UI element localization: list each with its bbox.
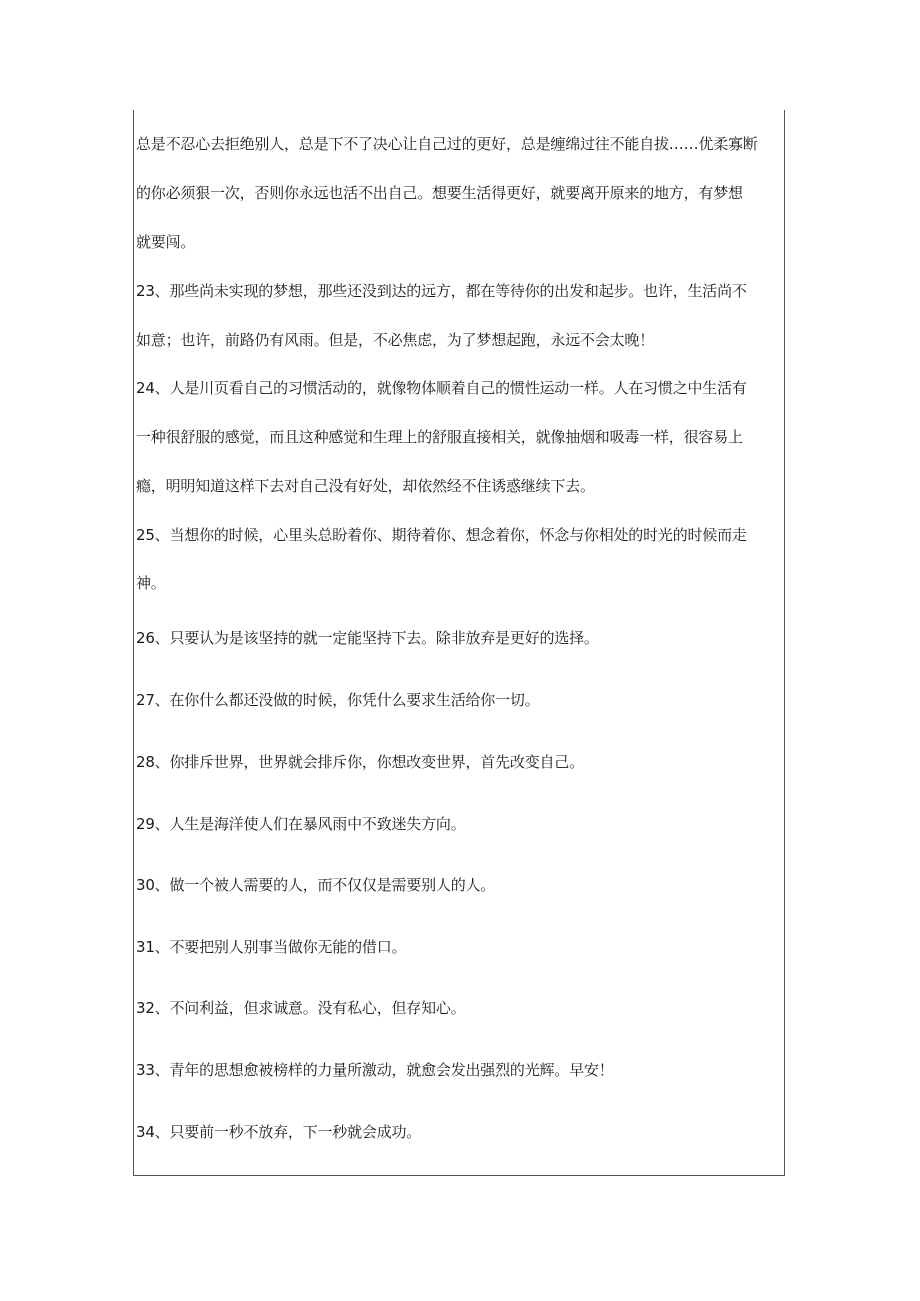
text-line: 神。 xyxy=(136,574,166,592)
text-line: 的你必须狠一次，否则你永远也活不出自己。想要生活得更好，就要离开原来的地方，有梦想 xyxy=(136,184,743,202)
text-line: 25、当想你的时候，心里头总盼着你、期待着你、想念着你，怀念与你相处的时光的时候而走 xyxy=(136,526,747,544)
text-line: 27、在你什么都还没做的时候，你凭什么要求生活给你一切。 xyxy=(136,691,540,709)
text-line: 34、只要前一秒不放弃，下一秒就会成功。 xyxy=(136,1123,422,1141)
text-line: 32、不问利益，但求诚意。没有私心，但存知心。 xyxy=(136,999,466,1017)
text-line: 瘾，明明知道这样下去对自己没有好处，却依然经不住诱惑继续下去。 xyxy=(136,477,595,495)
text-line: 24、人是川页看自己的习惯活动的，就像物体顺着自己的惯性运动一样。人在习惯之中生活有 xyxy=(136,379,747,397)
text-line: 23、那些尚未实现的梦想，那些还没到达的远方，都在等待你的出发和起步。也许，生活尚不 xyxy=(136,282,747,300)
text-line: 33、青年的思想愈被榜样的力量所激动，就愈会发出强烈的光辉。早安！ xyxy=(136,1061,614,1079)
text-line: 30、做一个被人需要的人，而不仅仅是需要别人的人。 xyxy=(136,876,496,894)
text-line: 28、你排斥世界，世界就会排斥你，你想改变世界，首先改变自己。 xyxy=(136,753,584,771)
text-line: 26、只要认为是该坚持的就一定能坚持下去。除非放弃是更好的选择。 xyxy=(136,629,599,647)
text-line: 如意；也许，前路仍有风雨。但是，不必焦虑，为了梦想起跑，永远不会太晚！ xyxy=(136,331,655,349)
text-line: 29、人生是海洋使人们在暴风雨中不致迷失方向。 xyxy=(136,815,466,833)
text-line: 31、不要把别人别事当做你无能的借口。 xyxy=(136,938,407,956)
text-line: 一种很舒服的感觉，而且这种感觉和生理上的舒服直接相关，就像抽烟和吸毒一样，很容易上 xyxy=(136,428,743,446)
text-line: 总是不忍心去拒绝别人，总是下不了决心让自己过的更好，总是缠绵过往不能自拔……优柔寡断 xyxy=(136,135,758,153)
text-line: 就要闯。 xyxy=(136,233,196,251)
